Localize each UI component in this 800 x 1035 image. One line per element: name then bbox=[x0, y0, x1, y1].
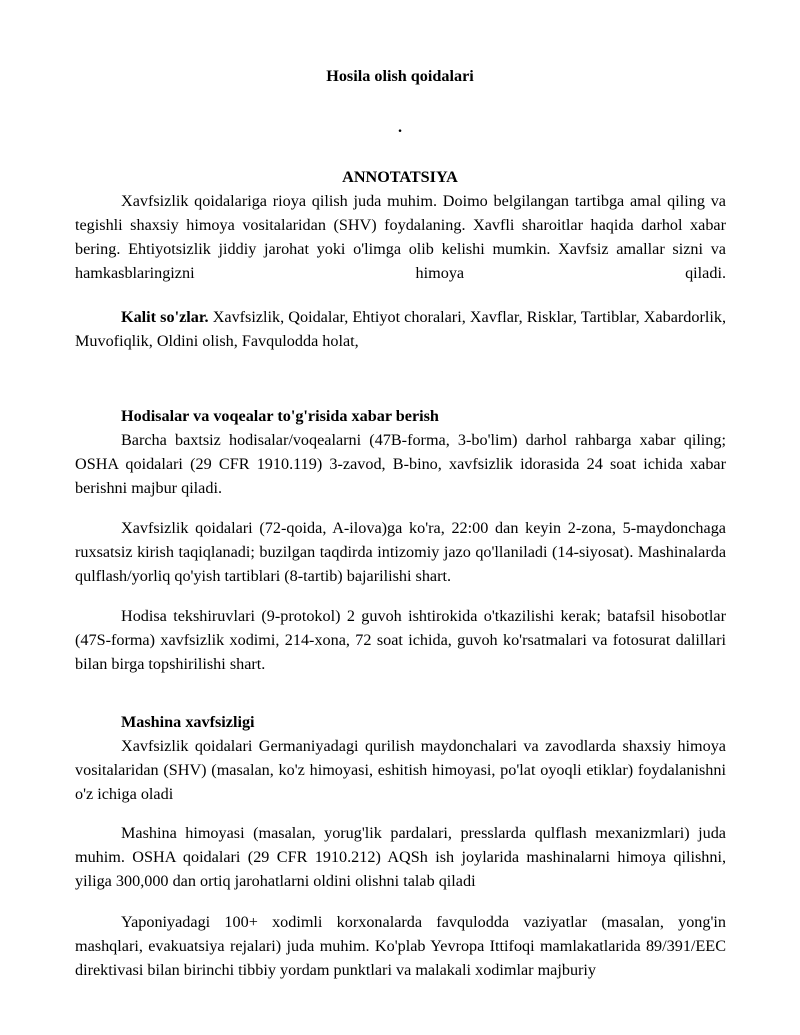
title-separator: . bbox=[397, 118, 403, 136]
section-paragraph bbox=[75, 604, 726, 676]
keywords-paragraph bbox=[75, 305, 726, 353]
section-paragraph bbox=[75, 734, 726, 806]
paragraph-text: Yaponiyadagi 100+ xodimli korxonalarda favqulodda vaziyatlar (masalan, yong'in mashqlari, evakuatsiya rejalari) juda muhim. Ko'plab Yevropa Ittifoqi mamlakatlarida 89/391/EEC direktivasi bilan birinchi tibbiy yordam punktlari va malakali xodimlar majburiy bbox=[75, 913, 726, 979]
annotation-text: Xavfsizlik qoidalariga rioya qilish juda muhim. Doimo belgilangan tartibga amal qiling va tegishli shaxsiy himoya vositalaridan (SHV) foydalaning. Xavfli sharoitlar haqida darhol xabar bering. Ehtiyotsizlik jiddiy jarohat yoki o'limga olib kelishi mumkin. Xavfsiz amallar sizni va hamkasblaringizni himoya qiladi. bbox=[75, 192, 726, 282]
paragraph-text: Hodisa tekshiruvlari (9-protokol) 2 guvoh ishtirokida o'tkazilishi kerak; batafsil hisobotlar (47S-forma) xavfsizlik xodimi, 214-xona, 72 soat ichida, guvoh ko'rsatmalari va fotosurat dalillari bilan birga topshirilishi shart. bbox=[75, 607, 726, 673]
paragraph-text: Xavfsizlik qoidalari (72-qoida, A-ilova)ga ko'ra, 22:00 dan keyin 2-zona, 5-maydonchaga ruxsatsiz kirish taqiqlanadi; buzilgan taqdirda intizomiy jazo qo'llaniladi (14-siyosat). Mashinalarda qulflash/yorliq qo'yish tartiblari (8-tartib) bajarilishi shart. bbox=[75, 519, 726, 585]
section-heading-machine-safety: Mashina xavfsizligi bbox=[121, 713, 255, 731]
section-paragraph bbox=[75, 821, 726, 893]
section-paragraph bbox=[75, 516, 726, 588]
section-heading-incidents: Hodisalar va voqealar to'g'risida xabar berish bbox=[121, 407, 439, 425]
paragraph-text: Barcha baxtsiz hodisalar/voqealarni (47B-forma, 3-bo'lim) darhol rahbarga xabar qiling; OSHA qoidalari (29 CFR 1910.119) 3-zavod, B-bino, xavfsizlik idorasida 24 soat ichida xabar berishni majbur qiladi. bbox=[75, 431, 726, 497]
document-title: Hosila olish qoidalari bbox=[326, 67, 474, 85]
annotation-heading: ANNOTATSIYA bbox=[342, 168, 458, 186]
paragraph-text: Mashina himoyasi (masalan, yorug'lik pardalari, presslarda qulflash mexanizmlari) juda muhim. OSHA qoidalari (29 CFR 1910.212) AQSh ish joylarida mashinalarni himoya qilishni, yiliga 300,000 dan ortiq jarohatlarni oldini olishni talab qiladi bbox=[75, 824, 726, 890]
keywords-label: Kalit so'zlar. bbox=[121, 308, 209, 326]
paragraph-text: Xavfsizlik qoidalari Germaniyadagi qurilish maydonchalari va zavodlarda shaxsiy himoya vositalaridan (SHV) (masalan, ko'z himoyasi, eshitish himoyasi, po'lat oyoqli etiklar) foydalanishni o'z ichiga oladi bbox=[75, 737, 726, 803]
section-paragraph bbox=[75, 428, 726, 500]
annotation-paragraph bbox=[75, 189, 726, 285]
section-paragraph bbox=[75, 910, 726, 982]
keywords-text: Xavfsizlik, Qoidalar, Ehtiyot choralari, Xavflar, Risklar, Tartiblar, Xabardorlik, Muvofiqlik, Oldini olish, Favqulodda holat, bbox=[75, 308, 726, 350]
